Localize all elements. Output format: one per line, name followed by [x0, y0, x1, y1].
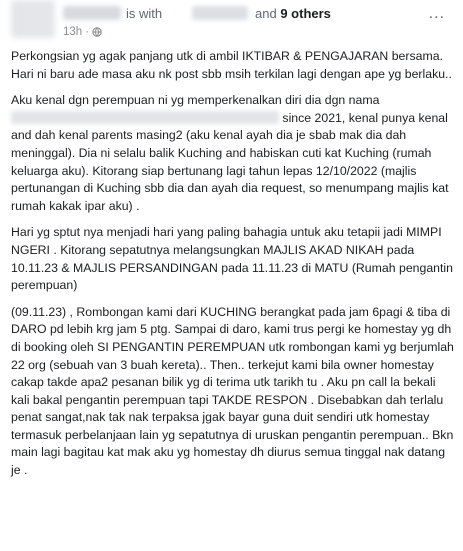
more-horizontal-icon[interactable]: ... [428, 5, 445, 22]
post-time[interactable]: 13h [63, 26, 83, 38]
paragraph-2-end: since 2021, kenal punya kenal and dah kenal parents masing2 (aku kenal ayah dia je sbab mak dia dah meninggal). Dia ni selalu balik Kuching and habiskan cuti kat Kuching (rumah keluarga aku). Kitorang siap bertunang lagi tahun lepas 12/10/2022 (majlis pertunangan di Kuching sbb dia dan ayah dia request, so menumpang majlis kat rumah kakak ipar aku) . [11, 110, 449, 213]
author-name-redacted[interactable] [63, 6, 121, 20]
with-text: is with [126, 6, 163, 21]
post-header [11, 0, 455, 42]
avatar[interactable] [11, 0, 55, 38]
globe-icon [92, 27, 102, 37]
paragraph-2 [11, 92, 455, 215]
paragraph-2-start: Aku kenal dgn perempuan ni yg memperkenalkan diri dia dgn nama [11, 93, 380, 108]
redacted-name [11, 111, 279, 124]
tagged-others[interactable] [255, 6, 331, 21]
paragraph-3: Hari yg sptut nya menjadi hari yang paling bahagia untuk aku tetapii jadi MIMPI NGERI . Kitorang sepatutnya melangsungkan MAJLIS AKAD NIKAH pada 10.11.23 & MAJLIS PERSANDINGAN pada 11.11.23 di MATU (Rumah pengantin perempuan) [11, 225, 453, 293]
paragraph-1: Perkongsian yg agak panjang utk di ambil IKTIBAR & PENGAJARAN bersama. Hari ni baru ade masa aku nk post sbb msih terkilan lagi dengan ape yg berlaku.. [11, 49, 452, 81]
tagged-name-redacted[interactable] [192, 6, 248, 20]
post-content [11, 42, 455, 480]
others-link[interactable]: 9 others [280, 6, 331, 21]
and-text: and [255, 6, 277, 21]
paragraph-4: (09.11.23) , Rombongan kami dari KUCHING berangkat pada jam 6pagi & tiba di DARO pd lebih krg jam 5 ptg. Sampai di daro, kami trus pergi ke homestay yg dh di booking oleh SI PENGANTIN PEREMPUAN utk rombongan kami yg berjumlah 22 org (sebuah van 3 buah kereta).. Then.. terkejut kami bila owner homestay cakap takde apa2 pesanan bilik yg di terima utk tarikh tu . Aku pn call la bekali kali bakal pengantin perempuan tapi TAKDE RESPON . Disebabkan dah terlalu penat sangat,nak tak nak terpaksa jgak bayar guna duit sendiri utk homestay termasuk perbelanjaan lain yg sepatutnya di uruskan pengantin perempuan.. Bkn main lagi bagitau kat mak aku yg homestay dh diurus semua tinggal nak datang je . [11, 304, 454, 478]
post-meta: 13h · [63, 26, 102, 38]
